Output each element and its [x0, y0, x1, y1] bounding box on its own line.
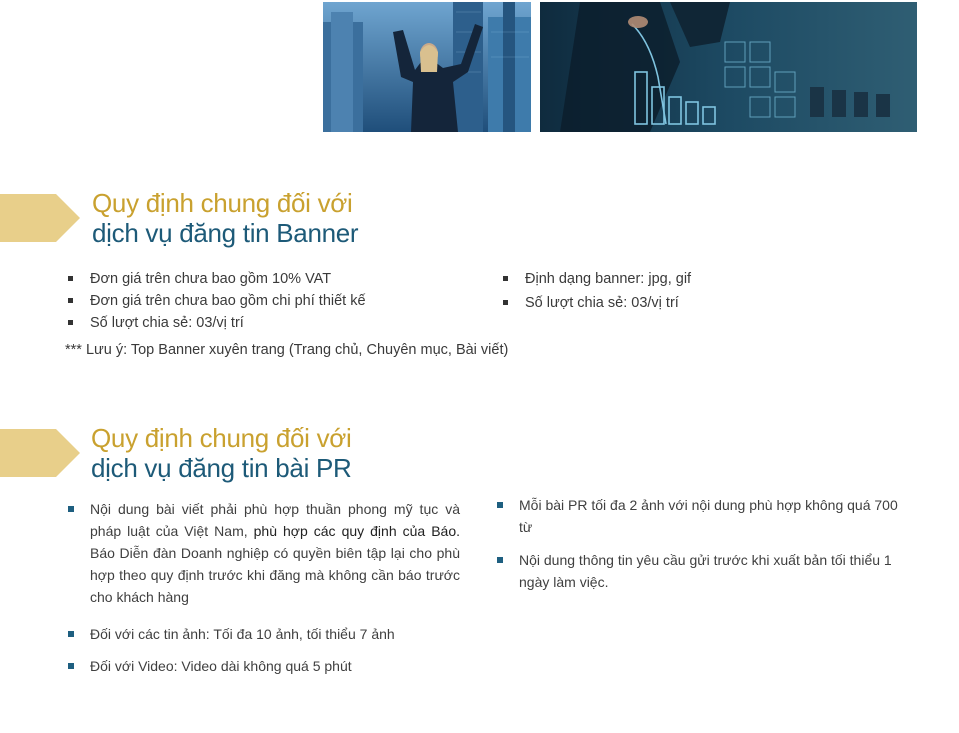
business-chart-photo: [540, 2, 917, 132]
list-item: Số lượt chia sẻ: 03/vị trí: [65, 312, 366, 334]
list-item: Định dạng banner: jpg, gif: [500, 268, 691, 292]
pr-title-line2: dịch vụ đăng tin bài PR: [91, 453, 352, 483]
list-item: Mỗi bài PR tối đa 2 ảnh với nội dung phù hợp không quá 700 từ: [494, 494, 914, 538]
pr-rules-list-right: [494, 494, 914, 604]
square-bullet-icon: [68, 663, 74, 669]
square-bullet-icon: [68, 631, 74, 637]
businesswoman-photo: [323, 2, 531, 132]
banner-rules-list-left: [65, 268, 366, 334]
square-bullet-icon: [497, 557, 503, 563]
list-item: Đối với các tin ảnh: Tối đa 10 ảnh, tối thiểu 7 ảnh: [65, 623, 460, 645]
pr-section-title: [91, 423, 352, 483]
pr-rules-list-left: [65, 498, 460, 687]
list-item: Nội dung bài viết phải phù hợp thuần phong mỹ tục và pháp luật của Việt Nam, phù hợp các quy định của Báo. Báo Diễn đàn Doanh nghiệp có quyền biên tập lại cho phù hợp theo quy định trước khi đăng mà không cần báo trước cho khách hàng: [65, 498, 460, 608]
square-bullet-icon: [68, 320, 73, 325]
banner-title-line2: dịch vụ đăng tin Banner: [92, 218, 359, 248]
square-bullet-icon: [503, 300, 508, 305]
square-bullet-icon: [68, 506, 74, 512]
banner-title-line1: Quy định chung đối với: [92, 188, 353, 218]
section-arrow-icon: [0, 429, 80, 477]
pr-title-line1: Quy định chung đối với: [91, 423, 352, 453]
section-arrow-icon: [0, 194, 80, 242]
list-item: Đơn giá trên chưa bao gồm chi phí thiết kế: [65, 290, 366, 312]
list-item: Đơn giá trên chưa bao gồm 10% VAT: [65, 268, 366, 290]
square-bullet-icon: [68, 276, 73, 281]
list-item: Số lượt chia sẻ: 03/vị trí: [500, 292, 691, 316]
square-bullet-icon: [497, 502, 503, 508]
list-item: Nội dung thông tin yêu cầu gửi trước khi xuất bản tối thiểu 1 ngày làm việc.: [494, 549, 914, 593]
list-item: Đối với Video: Video dài không quá 5 phút: [65, 655, 460, 677]
banner-note: *** Lưu ý: Top Banner xuyên trang (Trang chủ, Chuyên mục, Bài viết): [65, 342, 509, 358]
square-bullet-icon: [68, 298, 73, 303]
banner-section-title: [92, 188, 358, 248]
banner-rules-list-right: [500, 268, 691, 316]
square-bullet-icon: [503, 276, 508, 281]
